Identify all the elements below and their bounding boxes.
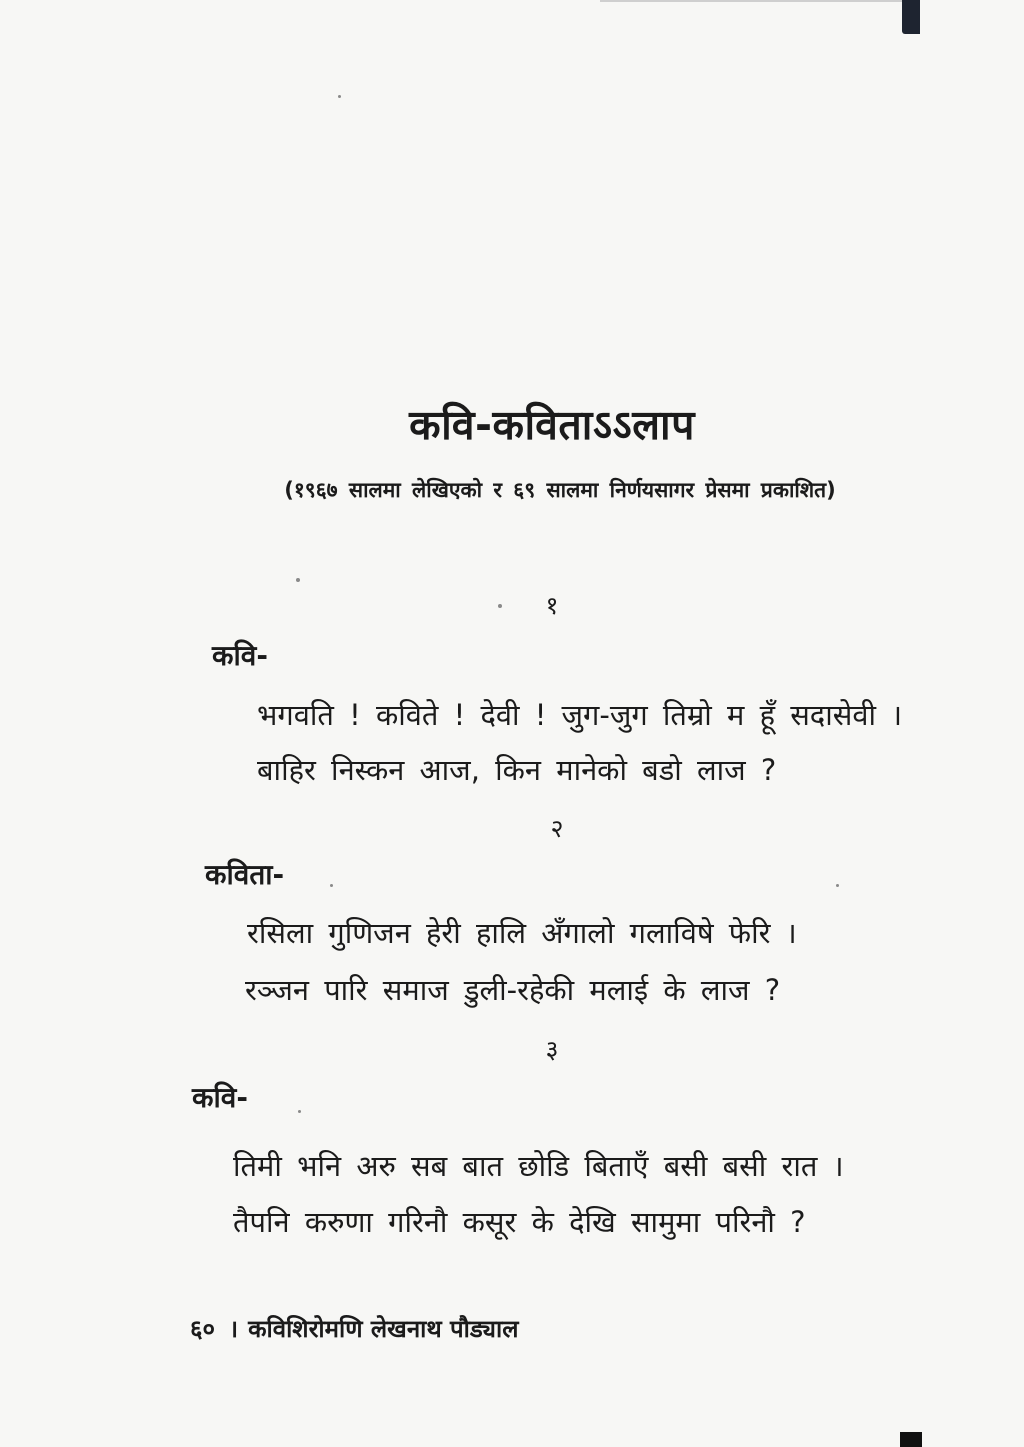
scan-edge-mark-top [902, 0, 920, 34]
verse-line: तिमी भनि अरु सब बात छोडि बिताएँ बसी बसी रात । [233, 1149, 844, 1183]
verse-line: बाहिर निस्कन आज, किन मानेको बडो लाज ? [257, 753, 777, 787]
speaker-label: कविता- [205, 858, 285, 891]
footer-separator: । [228, 1315, 239, 1343]
stanza-number: २ [550, 814, 564, 843]
dust-speck [836, 884, 839, 887]
verse-line: तैपनि करुणा गरिनौ कसूर के देखि सामुमा परिनौ ? [233, 1205, 806, 1239]
verse-line: रसिला गुणिजन हेरी हालि अँगालो गलाविषे फेरि । [247, 916, 797, 950]
dust-speck [330, 884, 333, 887]
dust-speck [296, 578, 300, 582]
poem-subtitle: (१९६७ सालमा लेखिएको र ६९ सालमा निर्णयसागर प्रेसमा प्रकाशित) [284, 478, 836, 502]
dust-speck [298, 1110, 301, 1113]
verse-line: रञ्जन पारि समाज डुली-रहेकी मलाई के लाज ? [245, 973, 781, 1007]
page-footer [190, 1312, 518, 1345]
poem-title: कवि-कविताऽऽलाप [409, 401, 695, 449]
book-title: कविशिरोमणि लेखनाथ पौड्याल [248, 1315, 519, 1343]
speaker-label: कवि- [212, 639, 268, 672]
verse-line: भगवति ! कविते ! देवी ! जुग-जुग तिम्रो म हूँ सदासेवी । [257, 698, 903, 732]
stanza-number: ३ [545, 1035, 559, 1064]
stanza-number: १ [545, 591, 559, 620]
page-edge-shadow [600, 0, 905, 2]
dust-speck [498, 604, 502, 608]
scan-edge-mark-bottom [900, 1432, 922, 1447]
speaker-label: कवि- [192, 1081, 248, 1114]
dust-speck [338, 95, 341, 98]
page-number: ६० [190, 1315, 215, 1343]
